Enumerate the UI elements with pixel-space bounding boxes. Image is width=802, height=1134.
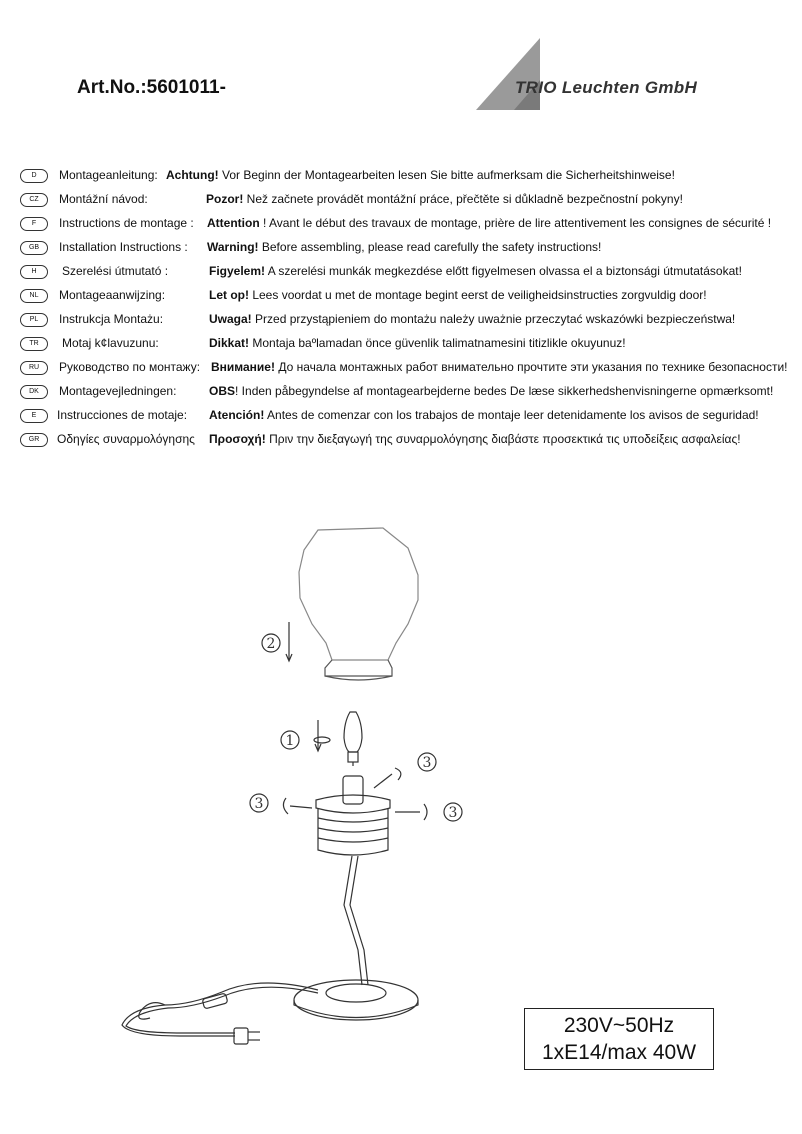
step-label: 3 xyxy=(448,805,458,821)
language-badge: GR xyxy=(20,433,48,447)
company-name: TRIO Leuchten GmbH xyxy=(515,78,698,97)
language-badge: H xyxy=(20,265,48,279)
warning-keyword: Dikkat! xyxy=(209,336,250,350)
step-label: 2 xyxy=(266,636,276,652)
language-badge: D xyxy=(20,169,48,183)
instruction-warning xyxy=(209,382,773,400)
warning-text: ! Avant le début des travaux de montage, prière de lire attentivement les consignes de sécurité ! xyxy=(259,216,772,230)
instruction-warning xyxy=(166,166,675,184)
language-badge: DK xyxy=(20,385,48,399)
bulb-spec: 1xE14/max 40W xyxy=(541,1041,697,1064)
language-badge: GB xyxy=(20,241,48,255)
warning-text: Przed przystąpieniem do montażu należy uważnie przeczytać wskazówki bezpieczeństwa! xyxy=(251,312,736,326)
plug-icon xyxy=(234,1028,260,1044)
language-badge: NL xyxy=(20,289,48,303)
step-label: 1 xyxy=(285,733,295,749)
warning-keyword: Προσοχή! xyxy=(209,432,266,446)
warning-text: Lees voordat u met de montage begint eerst de veiligheidsinstructies zorgvuldig door! xyxy=(249,288,707,302)
instruction-warning xyxy=(206,190,683,208)
company-logo xyxy=(476,38,736,112)
language-badge: F xyxy=(20,217,48,231)
warning-text: До начала монтажных работ внимательно прочтите эти указания по технике безопасности! xyxy=(274,360,788,374)
instruction-warning xyxy=(207,214,771,232)
lamp-stem-icon xyxy=(344,856,368,985)
instruction-label: Instrucciones de motaje: xyxy=(57,408,188,422)
instruction-warning xyxy=(207,238,601,256)
warning-text: Antes de comenzar con los trabajos de montaje leer detenidamente los avisos de seguridad! xyxy=(264,408,759,422)
warning-keyword: Let op! xyxy=(209,288,249,302)
language-badge: RU xyxy=(20,361,48,375)
warning-keyword: OBS xyxy=(209,384,236,398)
instruction-warning xyxy=(209,430,741,448)
screw-icon xyxy=(283,798,312,814)
instruction-label: Instructions de montage : xyxy=(59,216,194,230)
screw-icon xyxy=(395,804,427,820)
instruction-label: Montážní návod: xyxy=(59,192,148,206)
instruction-label: Szerelési útmutató : xyxy=(62,264,169,278)
warning-text: Montaja baºlamadan önce güvenlik talimatnamesini titizlikle okuyunuz! xyxy=(249,336,626,350)
warning-keyword: Achtung! xyxy=(166,168,219,182)
instruction-warning xyxy=(211,358,788,376)
language-badge: PL xyxy=(20,313,48,327)
instruction-warning xyxy=(209,310,735,328)
lamp-holder-icon xyxy=(316,776,390,855)
logo-triangle-icon xyxy=(476,38,736,112)
bulb-icon xyxy=(344,712,362,766)
instruction-warning xyxy=(209,262,742,280)
warning-text: Πριν την διεξαγωγή της συναρμολόγησης διαβάστε προσεκτικά τις υποδείξεις ασφαλείας! xyxy=(265,432,741,446)
article-number: Art.No.:5601011- xyxy=(77,77,226,98)
instruction-label: Οδηγίες συναρμολόγησης xyxy=(57,432,195,446)
cable-icon xyxy=(122,983,318,1036)
warning-text: Vor Beginn der Montagearbeiten lesen Sie bitte aufmerksam die Sicherheitshinweise! xyxy=(218,168,675,182)
instruction-warning xyxy=(209,334,626,352)
warning-text: ! Inden påbegyndelse af montagearbejderne bedes De læse sikkerhedshenvisningerne opmærksomt! xyxy=(235,384,774,398)
language-badge: TR xyxy=(20,337,48,351)
warning-keyword: Atención! xyxy=(209,408,265,422)
instruction-label: Installation Instructions : xyxy=(59,240,188,254)
instruction-warning xyxy=(209,286,707,304)
instruction-label: Montageanleitung: xyxy=(59,168,158,182)
arrow-down-icon xyxy=(314,720,330,751)
instruction-label: Instrukcja Montażu: xyxy=(59,312,164,326)
language-badge: CZ xyxy=(20,193,48,207)
step-label: 3 xyxy=(254,796,264,812)
warning-text: Než začnete provádět montážní práce, přečtěte si důkladně bezpečnostní pokyny! xyxy=(243,192,683,206)
screw-icon xyxy=(374,768,401,788)
warning-keyword: Внимание! xyxy=(211,360,275,374)
warning-text: A szerelési munkák megkezdése előtt figyelmesen olvassa el a biztonsági útmutatásokat! xyxy=(265,264,742,278)
warning-keyword: Figyelem! xyxy=(209,264,266,278)
warning-keyword: Uwaga! xyxy=(209,312,252,326)
instruction-label: Montagevejledningen: xyxy=(59,384,177,398)
instruction-warning xyxy=(209,406,759,424)
language-badge: E xyxy=(20,409,48,423)
instruction-label: Montageaanwijzing: xyxy=(59,288,166,302)
instruction-label: Руководство по монтажу: xyxy=(59,360,201,374)
lamp-base-icon xyxy=(294,980,418,1020)
warning-keyword: Attention xyxy=(207,216,260,230)
arrow-down-icon xyxy=(286,622,292,661)
electrical-spec-box xyxy=(524,1008,714,1070)
assembly-diagram xyxy=(110,520,458,960)
warning-text: Before assembling, please read carefully the safety instructions! xyxy=(258,240,602,254)
warning-keyword: Warning! xyxy=(207,240,259,254)
warning-keyword: Pozor! xyxy=(206,192,244,206)
voltage-spec: 230V~50Hz xyxy=(563,1014,675,1037)
instruction-label: Motaj k¢lavuzunu: xyxy=(62,336,159,350)
glass-shade-icon xyxy=(299,528,418,680)
step-label: 3 xyxy=(422,755,432,771)
